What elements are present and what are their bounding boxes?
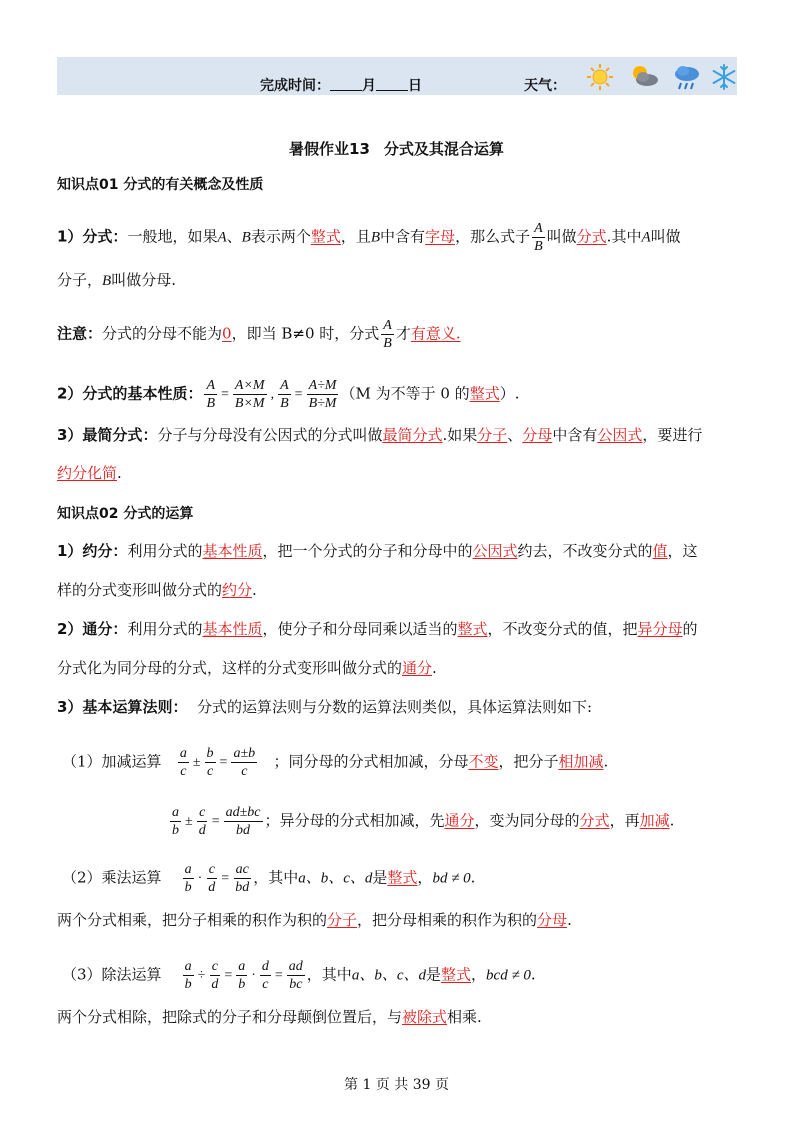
page-title: 暑假作业13 分式及其混合运算 — [289, 140, 504, 158]
add-sub-line: （1）加减运算 $\frac{a}{c}$ ± $\frac{b}{c}$ = $\frac{a\pm b}{c}$ ；同分母的分式相加减，分母不变，把分子相加减. — [62, 746, 609, 779]
common-denominator-line-2: 分式化为同分母的分式，这样的分式变形叫做分式的通分. — [57, 659, 437, 677]
day-blank[interactable] — [376, 76, 408, 91]
add-sub-line-2: $\frac{a}{b}$ ± $\frac{c}{d}$ = $\frac{ad\pm bc}{bd}$ ；异分母的分式相加减，先通分，变为同分母的分式，再加减. — [172, 805, 675, 838]
divide-line-2: 两个分式相除，把除式的分子和分母颠倒位置后，与被除式相乘. — [57, 1008, 482, 1026]
section-heading-kp1: 知识点01 分式的有关概念及性质 — [57, 177, 264, 193]
definition-line-2: 分子，B叫做分母. — [57, 271, 176, 289]
definition-line: 1）分式：一般地，如果A、B表示两个整式，且B中含有字母，那么式子 $\frac{A}{B}$ 叫做分式.其中A叫做 — [57, 221, 681, 254]
section-heading-kp2: 知识点02 分式的运算 — [57, 506, 194, 522]
note-line: 注意：分式的分母不能为0，即当 B≠0 时，分式 $\frac{A}{B}$ 才有意义. — [57, 318, 461, 351]
month-blank[interactable] — [330, 76, 362, 91]
snowflake-icon[interactable] — [710, 63, 738, 91]
multiply-line: （2）乘法运算 $\frac{a}{b}$ · $\frac{c}{d}$ = $\frac{ac}{bd}$ ，其中a、b、c、d是整式，bd ≠ 0. — [62, 862, 476, 895]
reduction-line: 1）约分：利用分式的基本性质，把一个分式的分子和分母中的公因式约去，不改变分式的值，这 — [57, 542, 698, 560]
weather-label: 天气： — [524, 78, 566, 94]
simplest-fraction-line-2: 约分化简. — [57, 464, 122, 482]
basic-property-line: 2）分式的基本性质： $\frac{A}{B}$ = $\frac{A\times M}{B\times M}$ , $\frac{A}{B}$ = $\frac{A\div M}{B\div M}$ （M 为不等于 0 的整式）. — [57, 378, 520, 411]
divide-line: （3）除法运算 $\frac{a}{b}$ ÷ $\frac{c}{d}$ = $\frac{a}{b}$ · $\frac{d}{c}$ = $\frac{ad}{bc}$ ，其中a、b、c、d是整式，bcd ≠ 0. — [62, 959, 536, 992]
sun-icon[interactable] — [586, 63, 614, 91]
simplest-fraction-line: 3）最简分式：分子与分母没有公因式的分式叫做最简分式.如果分子、分母中含有公因式，要进行 — [57, 426, 703, 444]
fraction-a-over-b: $\frac{A}{B}$ — [534, 221, 543, 254]
rules-line: 3）基本运算法则： 分式的运算法则与分数的运算法则类似，具体运算法则如下: — [57, 698, 593, 716]
multiply-line-2: 两个分式相乘，把分子相乘的积作为积的分子，把分母相乘的积作为积的分母. — [57, 911, 572, 929]
page-number: 第 1 页 共 39 页 — [344, 1077, 449, 1093]
rain-cloud-icon[interactable] — [672, 63, 702, 93]
common-denominator-line: 2）通分：利用分式的基本性质，使分子和分母同乘以适当的整式，不改变分式的值，把异分母的 — [57, 620, 698, 638]
partly-cloudy-icon[interactable] — [628, 63, 660, 91]
fraction-a-over-b: $\frac{A}{B}$ — [383, 318, 392, 351]
reduction-line-2: 样的分式变形叫做分式的约分. — [57, 581, 257, 599]
finish-time: 完成时间： 月 日 — [260, 78, 422, 94]
